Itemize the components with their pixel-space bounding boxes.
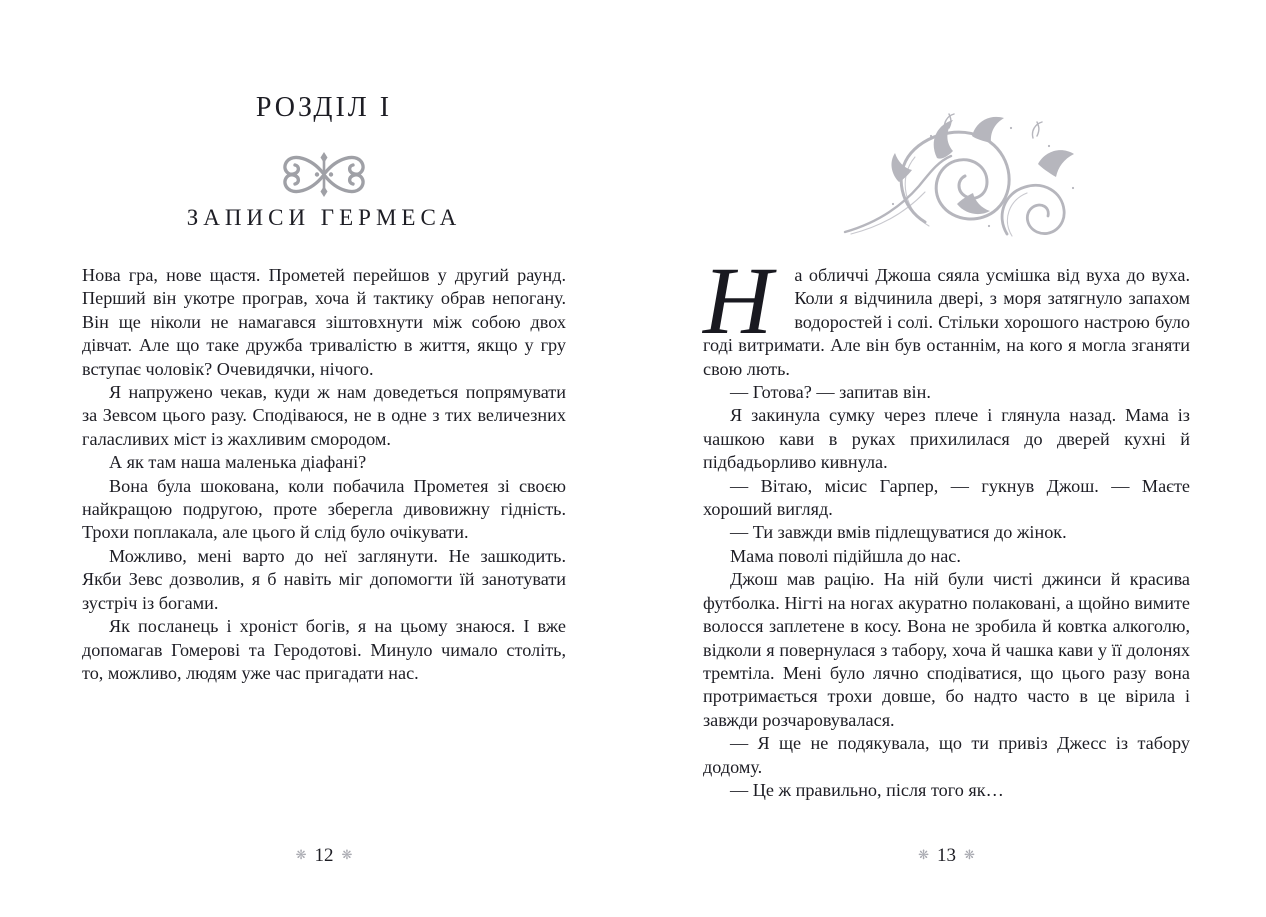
- footer-ornament-left-icon: ❋: [918, 848, 929, 863]
- chapter-heading: РОЗДІЛ І: [255, 92, 393, 123]
- fleuron-ornament-icon: [82, 149, 566, 199]
- drop-cap: Н: [703, 247, 773, 354]
- paragraph: Вона була шокована, коли побачила Прометея зі своєю найкращою подругою, проте зберегла дивовижну гідність. Трохи поплакала, але цього й слід було очікувати.: [82, 475, 566, 543]
- paragraph: Як посланець і хроніст богів, я на цьому знаюся. І вже допомагав Гомерові та Геродотові. Минуло чимало століть, то, можливо, людям уже час пригадати нас.: [82, 616, 566, 683]
- footer-ornament-right-icon: ❋: [341, 848, 353, 863]
- paragraph: Можливо, мені варто до неї заглянути. Не зашкодить. Якби Зевс дозволив, я б навіть міг допомогти їй занотувати зустріч із богами.: [82, 545, 566, 613]
- paragraph: — Я ще не подякувала, що ти привіз Джесс із табору додому.: [703, 733, 1190, 777]
- paragraph: — Готова? — запитав він.: [730, 382, 931, 403]
- page-number-left: 12: [314, 845, 334, 866]
- right-page-footer: [703, 845, 1190, 867]
- footer-ornament-left-icon: ❋: [295, 848, 307, 863]
- section-heading: ЗАПИСИ ГЕРМЕСА: [186, 205, 462, 230]
- paragraph: — Вітаю, місис Гарпер, — гукнув Джош. — Маєте хороший вигляд.: [703, 475, 1190, 520]
- footer-ornament-right-icon: ❋: [964, 848, 975, 863]
- paragraph: Я закинула сумку через плече і глянула назад. Мама із чашкою кави в руках прихилилася до дверей кухні й підбадьорливо кивнула.: [703, 405, 1190, 473]
- left-page-text: [82, 264, 566, 685]
- right-page: [703, 0, 1190, 917]
- paragraph: — Це ж правильно, після того як…: [730, 779, 1004, 800]
- left-page-footer: [82, 845, 566, 867]
- left-page: [82, 0, 566, 917]
- right-page-paragraphs: [703, 381, 1190, 802]
- paragraph: Джош мав рацію. На ній були чисті джинси й красива футболка. Нігті на ногах акуратно полаковані, а щойно вимите волосся заплетене в косу. Вона не зробила й ковтка алкоголю, відколи я повернулася з табору, хоча й чашка кави у її долонях тремтіла. Мені було лячно сподіватися, що цього разу вона протримається трохи довше, бо надто часто в це вірила і завжди розчаровувалася.: [703, 569, 1190, 730]
- opening-text: а обличчі Джоша сяяла усмішка від вуха до вуха. Коли я відчинила двері, з моря затягнуло запахом водоростей і солі. Стільки хорошого настрою було годі витримати. Але він був останнім, на кого я могла зганяти свою лють.: [703, 265, 1190, 379]
- flourish-ornament-icon: [841, 112, 1099, 238]
- paragraph: Мама поволі підійшла до нас.: [730, 545, 961, 566]
- paragraph: Нова гра, нове щастя. Прометей перейшов у другий раунд. Перший він укотре програв, хоча й тактику обрав непогану. Він ще ніколи не намагався зіштовхнути між собою двох дівчат. Але що таке дружба тривалістю в життя, якщо у гру вступає чоловік? Очевидячки, нічого.: [82, 265, 566, 379]
- right-page-text: [703, 247, 1190, 802]
- page-number-right: 13: [937, 845, 956, 866]
- opening-paragraph: [703, 247, 1190, 381]
- paragraph: — Ти завжди вмів підлещуватися до жінок.: [730, 522, 1067, 543]
- paragraph: А як там наша маленька діафані?: [109, 452, 367, 473]
- paragraph: Я напружено чекав, куди ж нам доведеться попрямувати за Зевсом цього разу. Сподіваюся, не в одне з тих величезних галасливих міст із жахливим смородом.: [82, 382, 566, 449]
